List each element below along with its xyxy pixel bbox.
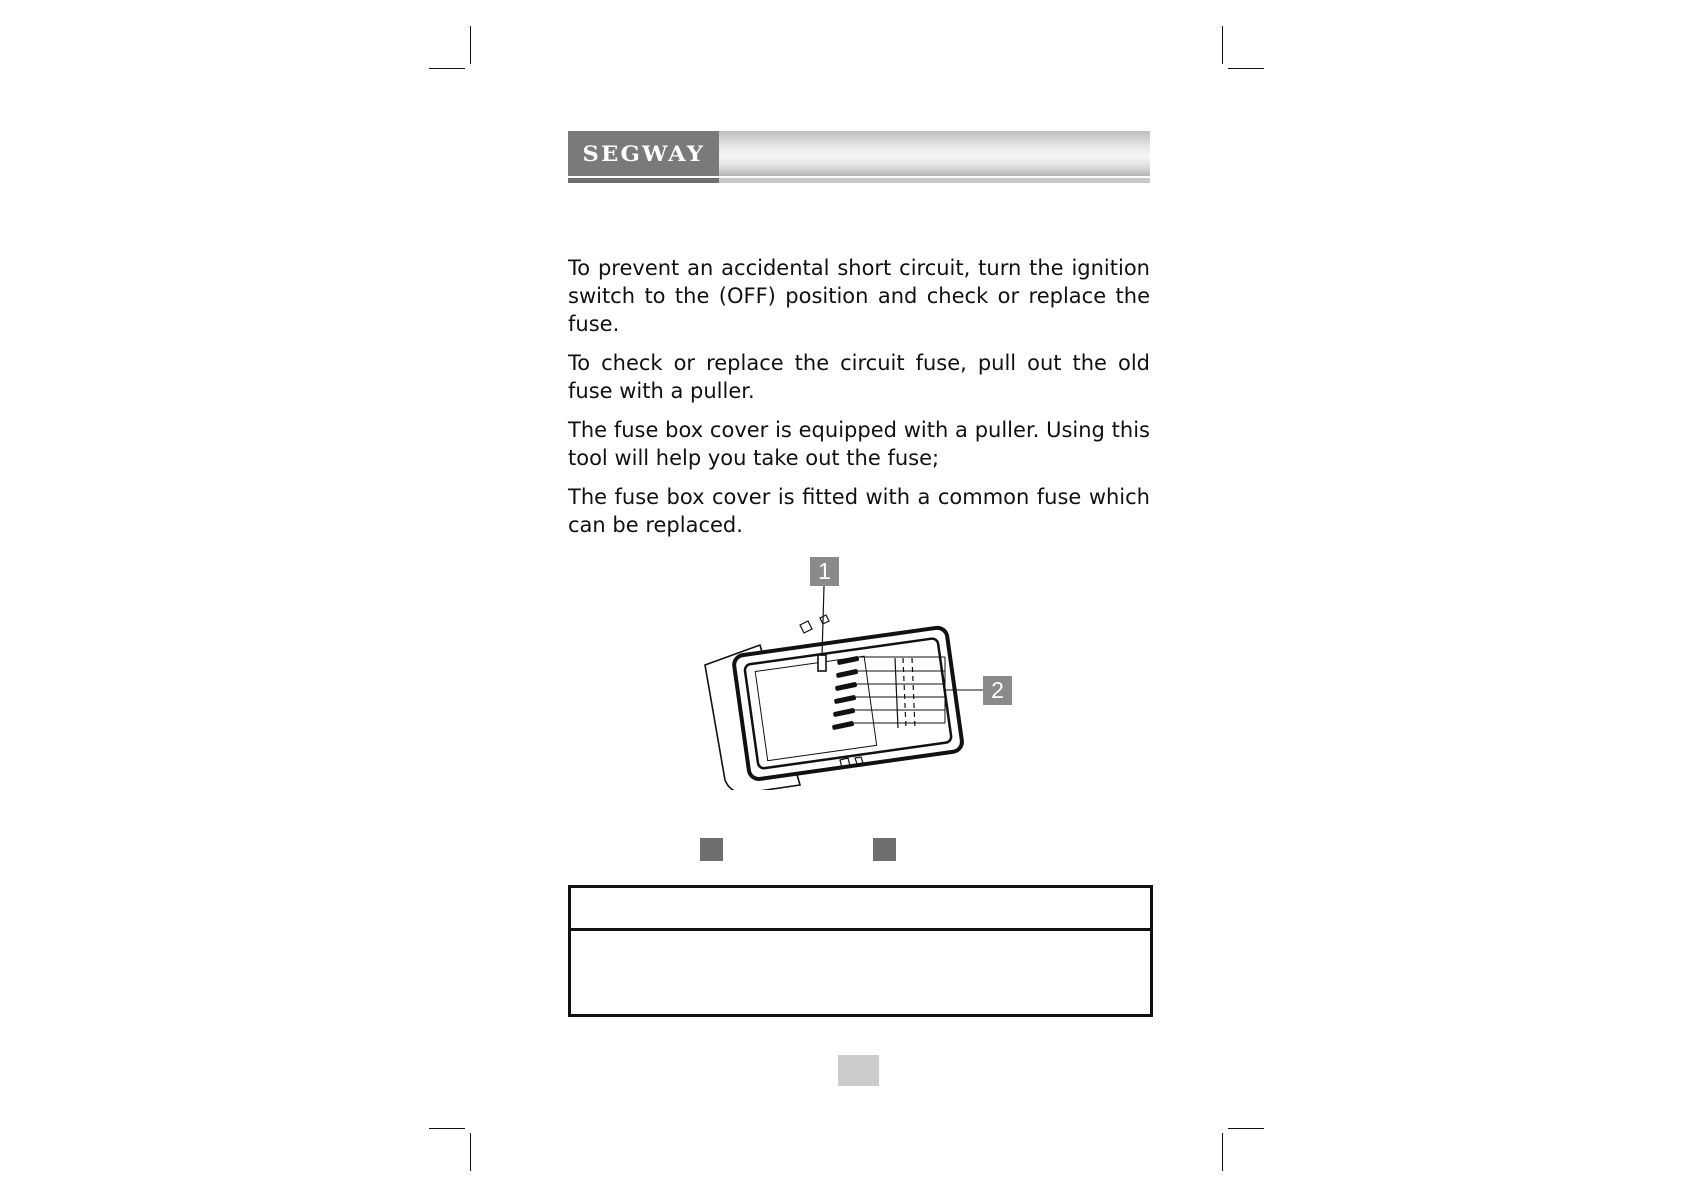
crop-mark-top-left-v: [470, 26, 471, 64]
note-box-divider: [571, 928, 1150, 931]
legend-square-1: [700, 838, 723, 861]
legend-square-2: [873, 838, 896, 861]
paragraph-4: The fuse box cover is fitted with a common fuse which can be replaced.: [568, 485, 1150, 537]
instructions-text: [568, 254, 1150, 550]
paragraph-3: The fuse box cover is equipped with a puller. Using this tool will help you take out the fuse;: [568, 418, 1150, 470]
page-number-tab: [838, 1055, 879, 1086]
crop-mark-bottom-left-h: [429, 1128, 465, 1129]
crop-mark-bottom-left-v: [470, 1133, 471, 1171]
callout-2: 2: [983, 676, 1012, 705]
crop-mark-top-left-h: [429, 68, 465, 69]
fuse-box-top-clips: [800, 615, 829, 633]
header-underline-dark: [568, 178, 719, 183]
fuse-puller: [818, 655, 826, 671]
paragraph-1: To prevent an accidental short circuit, turn the ignition switch to the (OFF) position and check or replace the fuse.: [568, 256, 1150, 336]
brand-logo-text: SEGWAY: [582, 141, 705, 166]
brand-logo: [568, 131, 719, 176]
header-underline-light: [719, 178, 1150, 183]
note-box: [568, 885, 1153, 1017]
crop-mark-top-right-v: [1222, 26, 1223, 64]
callout-1: 1: [810, 557, 839, 586]
crop-mark-bottom-right-v: [1222, 1133, 1223, 1171]
crop-mark-top-right-h: [1228, 68, 1264, 69]
header-gradient-bar: [719, 131, 1150, 176]
page-header: [568, 131, 1150, 184]
fuse-box-drawing: [690, 560, 1035, 790]
paragraph-2: To check or replace the circuit fuse, pull out the old fuse with a puller.: [568, 351, 1150, 403]
fuse-box-illustration: [690, 560, 1035, 790]
crop-mark-bottom-right-h: [1228, 1128, 1264, 1129]
